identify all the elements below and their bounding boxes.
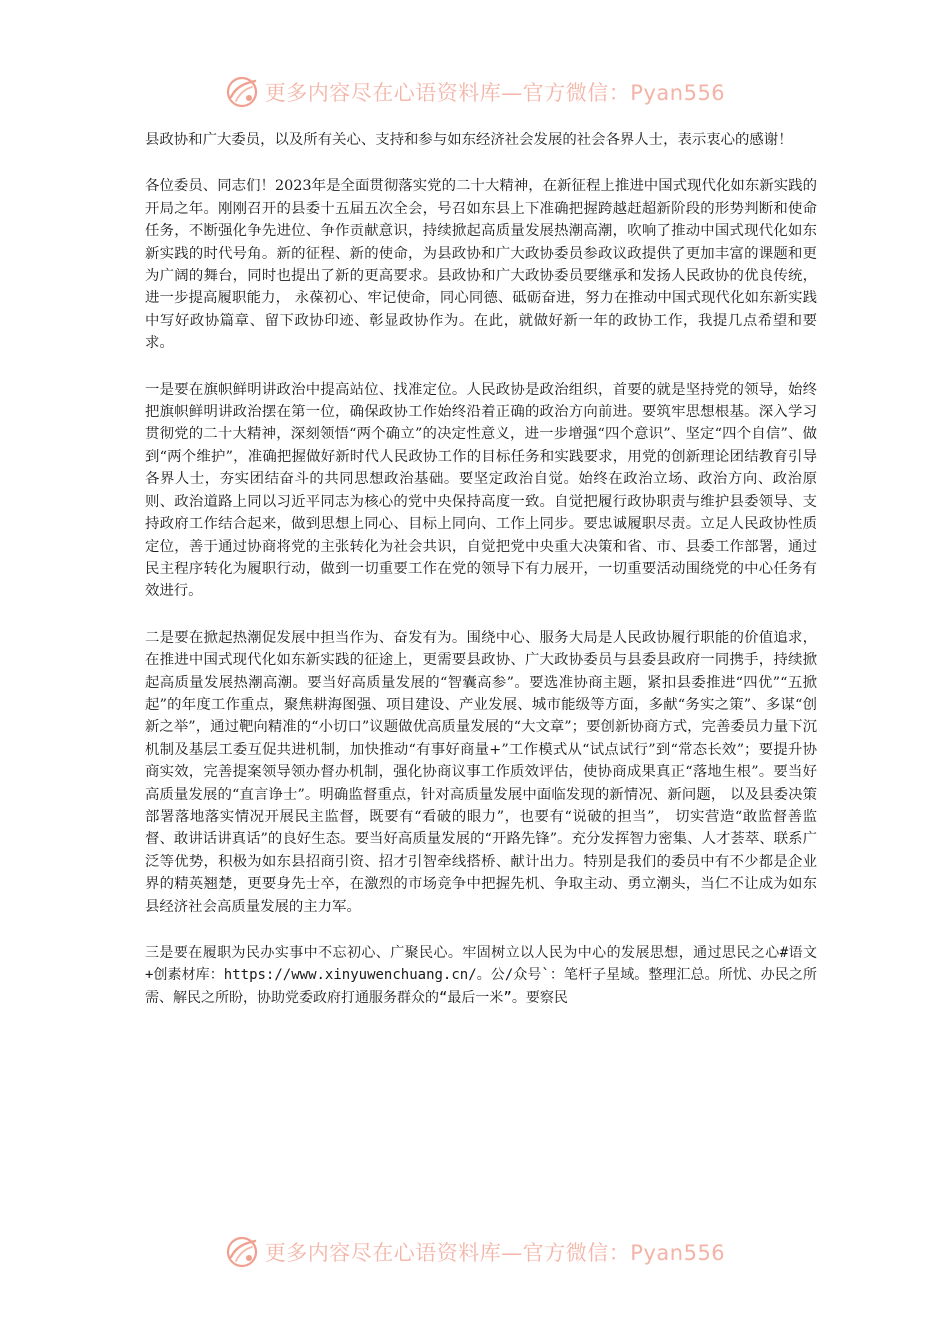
paragraph-intro: 各位委员、同志们！2023年是全面贯彻落实党的二十大精神，在新征程上推进中国式现代化如东新实践的开局之年。刚刚召开的县委十五届五次全会，号召如东县上下准确把握跨越赶超新阶段的形势判断和使命任务，不断强化争先进位、争作贡献意识，持续掀起高质量发展热潮高潮，吹响了推动中国式现代化如东新实践的时代号角。新的征程、新的使命，为县政协和广大政协委员参政议政提供了更加丰富的课题和更为广阔的舞台，同时也提出了新的更高要求。县政协和广大政协委员要继承和发扬人民政协的优良传统，进一步提高履职能力， 永葆初心、牢记使命，同心同德、砥砺奋进，努力在推动中国式现代化如东新实践中写好政协篇章、留下政协印迹、彰显政协作为。在此，就做好新一年的政协工作，我提几点希望和要求。 (145, 178, 817, 352)
paragraph-thanks: 县政协和广大委员，以及所有关心、支持和参与如东经济社会发展的社会各界人士，表示衷心的感谢！ (145, 132, 793, 148)
paragraph-point-one: 一是要在旗帜鲜明讲政治中提高站位、找准定位。人民政协是政治组织，首要的就是坚持党的领导，始终把旗帜鲜明讲政治摆在第一位，确保政协工作始终沿着正确的政治方向前进。要筑牢思想根基。深入学习贯彻党的二十大精神，深刻领悟“两个确立”的决定性意义，进一步增强“四个意识”、坚定“四个自信”、做到“两个维护”，准确把握做好新时代人民政协工作的目标任务和实践要求，用党的创新理论团结教育引导各界人士，夯实团结奋斗的共同思想政治基础。要坚定政治自觉。始终在政治立场、政治方向、政治原则、政治道路上同以习近平同志为核心的党中央保持高度一致。自觉把履行政协职责与维护县委领导、支持政府工作结合起来，做到思想上同心、目标上同向、工作上同步。要忠诚履职尽责。立足人民政协性质定位，善于通过协商将党的主张转化为社会共识，自觉把党中央重大决策和省、市、县委工作部署，通过民主程序转化为履职行动，做到一切重要工作在党的领导下有力展开，一切重要活动围绕党的中心任务有效进行。 (145, 381, 817, 600)
watermark-text: 更多内容尽在心语资料库—官方微信：Pyan556 (264, 1241, 726, 1265)
logo-icon (225, 1235, 259, 1269)
watermark-text: 更多内容尽在心语资料库—官方微信：Pyan556 (264, 81, 726, 105)
paragraph-point-three: 三是要在履职为民办实事中不忘初心、广聚民心。牢固树立以人民为中心的发展思想，通过思民之心#语文+创素材库：https://www.xinyuwenchuang.cn/。公/众号`：笔杆子星域。整理汇总。所忧、办民之所需、解民之所盼，协助党委政府打通服务群众的“最后一米”。要察民 (145, 945, 817, 1006)
paragraph-point-two: 二是要在掀起热潮促发展中担当作为、奋发有为。围绕中心、服务大局是人民政协履行职能的价值追求，在推进中国式现代化如东新实践的征途上，更需要县政协、广大政协委员与县委县政府一同携手，持续掀起高质量发展热潮高潮。要当好高质量发展的“智囊高参”。要选准协商主题，紧扣县委推进“四优”“五掀起”的年度工作重点，聚焦耕海图强、项目建设、产业发展、城市能级等方面，多献“务实之策”、多谋“创新之举”，通过靶向精准的“小切口”议题做优高质量发展的“大文章”；要创新协商方式，完善委员力量下沉机制及基层工委互促共进机制，加快推动“有事好商量+”工作模式从“试点试行”到“常态长效”；要提升协商实效，完善提案领导领办督办机制，强化协商议事工作质效评估，使协商成果真正“落地生根”。要当好高质量发展的“直言诤士”。明确监督重点，针对高质量发展中面临发现的新情况、新问题， 以及县委决策部署落地落实情况开展民主监督，既要有“看破的眼力”，也要有“说破的担当”， 切实营造“敢监督善监督、敢讲话讲真话”的良好生态。要当好高质量发展的“开路先锋”。充分发挥智力密集、人才荟萃、联系广泛等优势，积极为如东县招商引资、招才引智牵线搭桥、献计出力。特别是我们的委员中有不少都是企业界的精英翘楚，更要身先士卒，在激烈的市场竞争中把握先机、争取主动、勇立潮头，当仁不让成为如东县经济社会高质量发展的主力军。 (145, 629, 817, 915)
logo-icon (225, 75, 259, 109)
document-body (145, 129, 817, 1009)
watermark-banner-bottom (0, 1232, 950, 1272)
watermark-banner-top (0, 72, 950, 112)
